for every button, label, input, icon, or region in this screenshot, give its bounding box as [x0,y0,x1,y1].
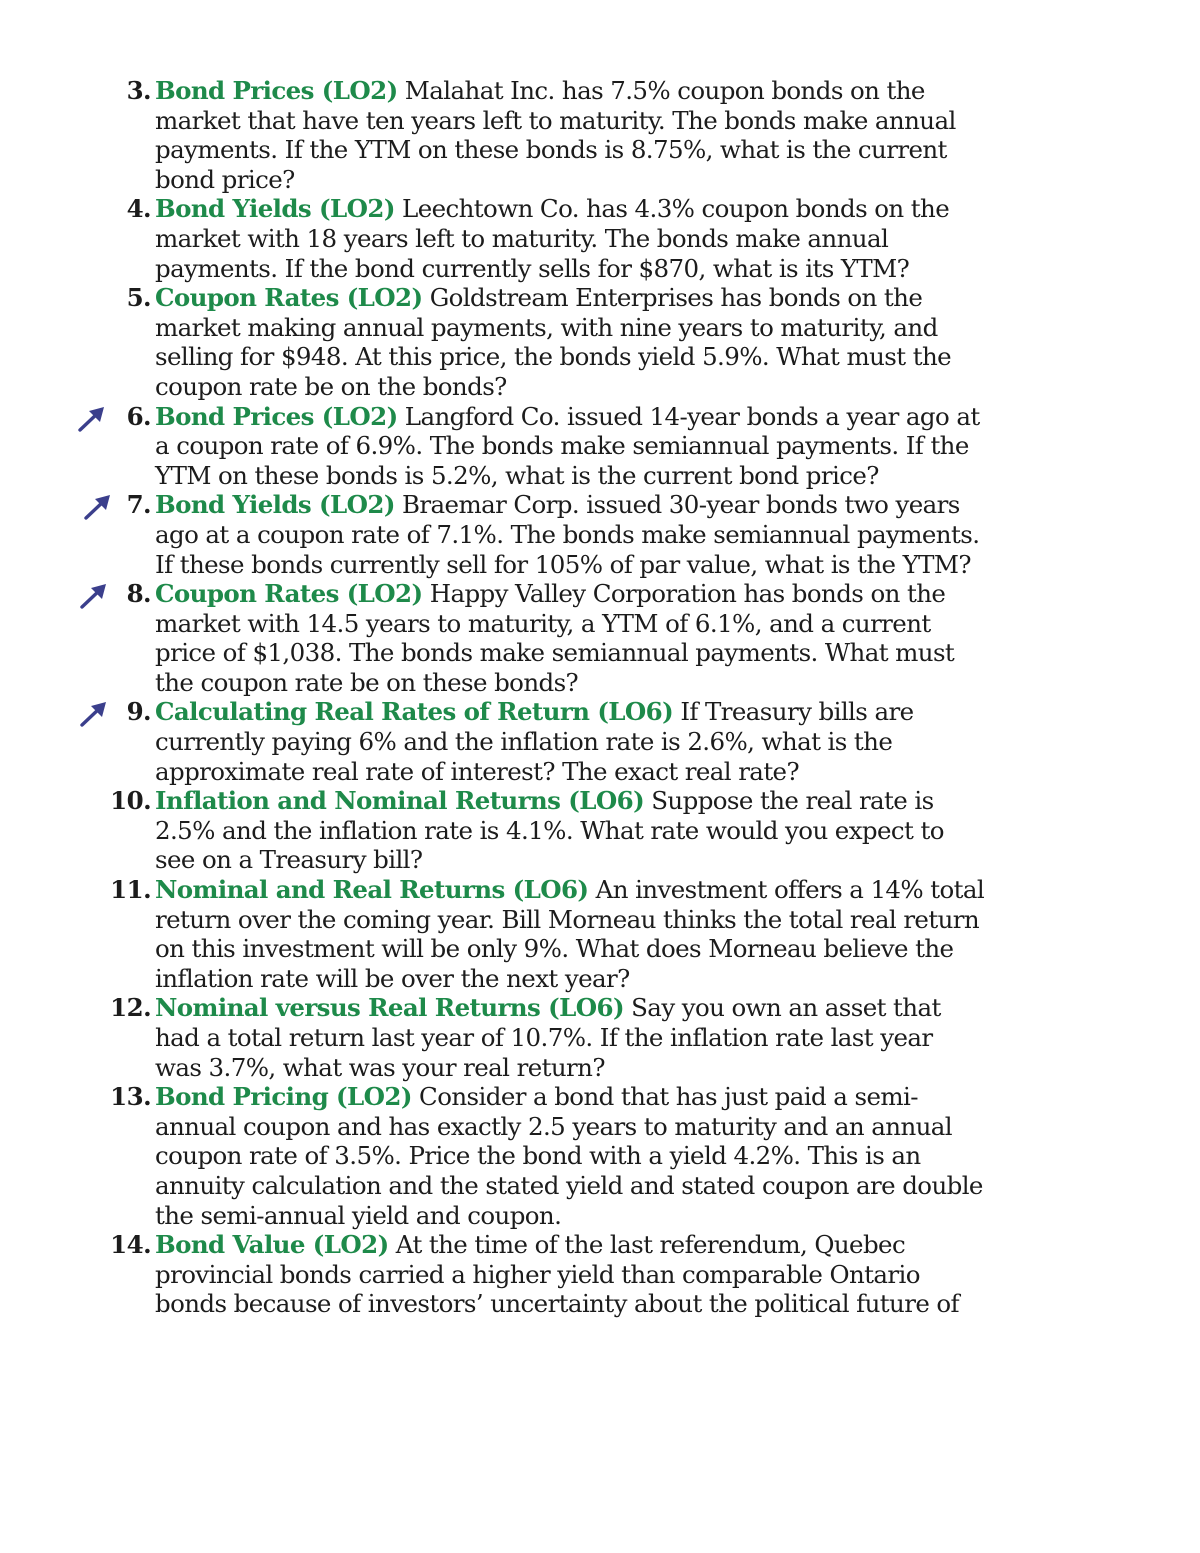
problem-7 [126,490,985,579]
arrow-up-right-icon [77,406,107,432]
problem-number: 6. [126,401,151,431]
problem-title: Bond Pricing (LO2) [155,1082,412,1112]
problem-8 [126,579,985,697]
problem-body: Consider a bond that has just paid a semi-annual coupon and has exactly 2.5 years to maturity and an annual coupon rate of 3.5%. Price the bond with a yield 4.2%. This is an annuity calculation and the stated yield and stated coupon are double the semi-annual yield and coupon. [155,1082,983,1230]
problem-title: Coupon Rates (LO2) [155,579,423,609]
problem-9 [126,697,985,786]
problem-body: Suppose the real rate is 2.5% and the inflation rate is 4.1%. What rate would you expect to see on a Treasury bill? [155,786,944,875]
problem-body: An investment offers a 14% total return over the coming year. Bill Morneau thinks the total real return on this investment will be only 9%. What does Morneau believe the inflation rate will be over the next year? [155,875,985,993]
problem-body: Braemar Corp. issued 30-year bonds two years ago at a coupon rate of 7.1%. The bonds make semiannual payments. If these bonds currently sell for 105% of par value, what is the YTM? [155,490,980,579]
problem-4 [126,194,985,283]
problem-number: 8. [126,579,151,609]
problem-body: Langford Co. issued 14-year bonds a year ago at a coupon rate of 6.9%. The bonds make semiannual payments. If the YTM on these bonds is 5.2%, what is the current bond price? [155,401,980,490]
arrow-up-right-icon [79,583,109,609]
problem-12 [110,993,985,1082]
problem-6 [126,401,985,491]
problem-number: 11. [110,875,151,905]
arrow-up-right-icon [83,494,113,520]
problem-number: 9. [126,697,151,727]
problem-title: Bond Prices (LO2) [155,76,398,105]
problem-number: 7. [126,490,151,520]
problem-title: Inflation and Nominal Returns (LO6) [155,786,645,816]
problem-title: Bond Yields (LO2) [155,194,395,224]
problem-number: 10. [110,786,151,816]
problem-title: Coupon Rates (LO2) [155,283,423,313]
problem-11 [110,875,985,993]
problem-title: Calculating Real Rates of Return (LO6) [155,697,674,727]
problem-body: If Treasury bills are currently paying 6% and the inflation rate is 2.6%, what is the approximate real rate of interest? The exact real rate? [155,697,914,786]
problem-title: Bond Value (LO2) [155,1230,389,1260]
problem-body: Leechtown Co. has 4.3% coupon bonds on the market with 18 years left to maturity. The bonds make annual payments. If the bond currently sells for $870, what is its YTM? [155,194,950,283]
problem-title: Bond Prices (LO2) [155,401,398,431]
problem-body: Happy Valley Corporation has bonds on the market with 14.5 years to maturity, a YTM of 6.1%, and a current price of $1,038. The bonds make semiannual payments. What must the coupon rate be on these bonds? [155,579,955,697]
problem-number: 5. [126,283,151,313]
problem-number: 13. [110,1082,151,1112]
problem-title: Nominal versus Real Returns (LO6) [155,993,624,1023]
arrow-up-right-icon [79,701,109,727]
problem-5 [126,283,985,401]
problem-13 [110,1082,985,1230]
problem-list [0,76,1200,1319]
problem-body: Say you own an asset that had a total return last year of 10.7%. If the inflation rate last year was 3.7%, what was your real return? [155,993,941,1082]
problem-10 [110,786,985,875]
problem-body: Goldstream Enterprises has bonds on the market making annual payments, with nine years to maturity, and selling for $948. At this price, the bonds yield 5.9%. What must the coupon rate be on the bonds? [155,283,952,401]
problem-body: At the time of the last referendum, Quebec provincial bonds carried a higher yield than comparable Ontario bonds because of investors’ uncertainty about the political future of [155,1230,960,1319]
problem-body: Malahat Inc. has 7.5% coupon bonds on the market that have ten years left to maturity. The bonds make annual payments. If the YTM on these bonds is 8.75%, what is the current bond price? [155,76,956,194]
problem-number: 4. [126,194,151,224]
problem-number: 3. [126,76,151,105]
problem-number: 14. [110,1230,151,1260]
problem-14 [110,1230,985,1319]
problem-number: 12. [110,993,151,1023]
problem-title: Nominal and Real Returns (LO6) [155,875,589,905]
problem-title: Bond Yields (LO2) [155,490,395,520]
problem-3 [126,76,985,194]
